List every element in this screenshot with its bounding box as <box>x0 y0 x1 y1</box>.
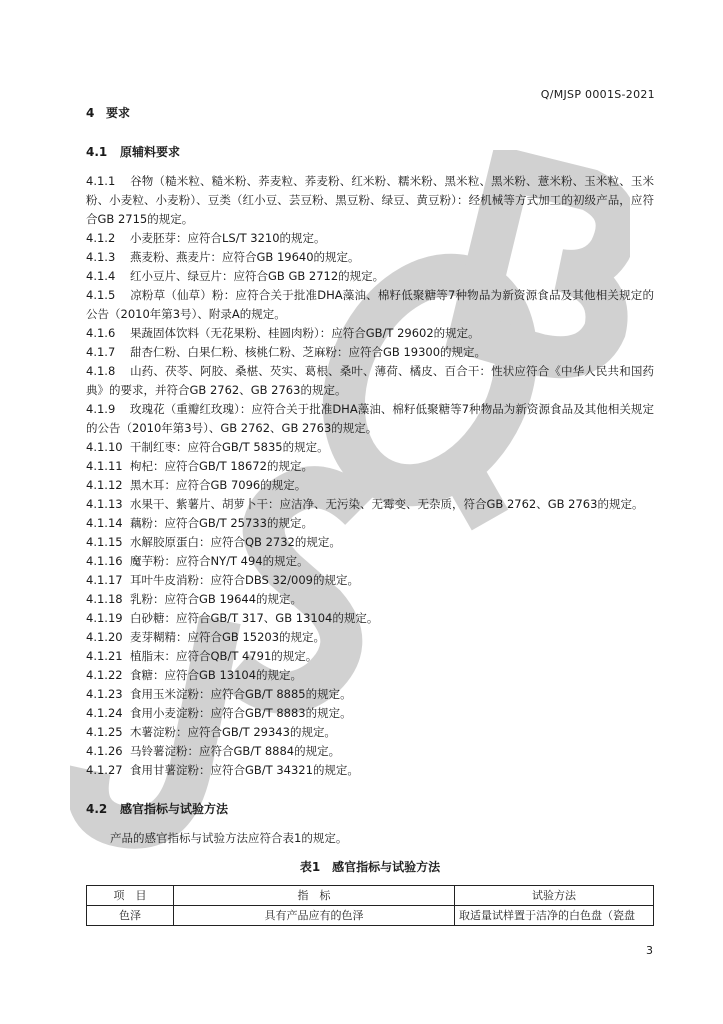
column-header-item: 项 目 <box>87 886 174 906</box>
requirement-item <box>86 495 654 514</box>
requirement-text: 玫瑰花（重瓣红玫瑰）：应符合关于批准DHA藻油、棉籽低聚糖等7种物品为新资源食品及其他相关规定的公告（2010年第3号）、GB 2762、GB 2763的规定。 <box>86 402 654 435</box>
requirement-item <box>86 362 654 400</box>
document-body <box>86 104 654 926</box>
requirement-number: 4.1.18 <box>86 592 123 606</box>
requirement-item <box>86 267 654 286</box>
table-cell: 色泽 <box>87 906 174 926</box>
requirement-text: 燕麦粉、燕麦片：应符合GB 19640的规定。 <box>130 250 360 264</box>
table-header-row <box>87 886 654 906</box>
requirement-text: 凉粉草（仙草）粉：应符合关于批准DHA藻油、棉籽低聚糖等7种物品为新资源食品及其他相关规定的公告（2010年第3号）、附录A的规定。 <box>86 288 654 321</box>
requirement-item <box>86 590 654 609</box>
requirement-text: 植脂末：应符合QB/T 4791的规定。 <box>130 649 318 663</box>
requirement-item <box>86 172 654 229</box>
requirement-item <box>86 400 654 438</box>
requirement-number: 4.1.9 <box>86 402 116 416</box>
table-caption: 表1 感官指标与试验方法 <box>299 860 441 874</box>
requirement-item <box>86 761 654 780</box>
requirement-text: 山药、茯苓、阿胶、桑椹、芡实、葛根、桑叶、薄荷、橘皮、百合干：性状应符合《中华人民共和国药典》的要求，并符合GB 2762、GB 2763的规定。 <box>86 364 654 397</box>
requirement-item <box>86 476 654 495</box>
requirement-text: 水解胶原蛋白：应符合QB 2732的规定。 <box>130 535 341 549</box>
requirement-number: 4.1.15 <box>86 535 123 549</box>
requirement-item <box>86 571 654 590</box>
requirement-text: 红小豆片、绿豆片：应符合GB GB 2712的规定。 <box>130 269 385 283</box>
requirement-number: 4.1.19 <box>86 611 123 625</box>
requirement-number: 4.1.21 <box>86 649 123 663</box>
section-4-2-heading: 4.2 感官指标与试验方法 <box>86 802 229 816</box>
requirement-number: 4.1.22 <box>86 668 123 682</box>
requirement-item <box>86 685 654 704</box>
requirement-text: 水果干、紫薯片、胡萝卜干：应洁净、无污染、无霉变、无杂质，符合GB 2762、GB 2763的规定。 <box>130 497 644 511</box>
requirement-item <box>86 552 654 571</box>
requirement-item <box>86 704 654 723</box>
requirement-text: 木薯淀粉：应符合GB/T 29343的规定。 <box>130 725 336 739</box>
requirement-item <box>86 533 654 552</box>
table-row <box>87 906 654 926</box>
requirement-number: 4.1.25 <box>86 725 123 739</box>
requirement-number: 4.1.3 <box>86 250 116 264</box>
requirement-number: 4.1.4 <box>86 269 116 283</box>
requirement-item <box>86 628 654 647</box>
requirement-item <box>86 286 654 324</box>
requirement-text: 黑木耳：应符合GB 7096的规定。 <box>130 478 307 492</box>
requirement-number: 4.1.17 <box>86 573 123 587</box>
requirement-text: 谷物（糙米粒、糙米粉、荞麦粒、荞麦粉、红米粉、糯米粉、黑米粒、黑米粉、薏米粉、玉米粒、玉米粉、小麦粒、小麦粉）、豆类（红小豆、芸豆粉、黑豆粉、绿豆、黄豆粉）：经机械等方式加工的初级产品，应符合GB 2715的规定。 <box>86 174 654 226</box>
requirement-item <box>86 343 654 362</box>
requirement-text: 枸杞：应符合GB/T 18672的规定。 <box>130 459 313 473</box>
requirement-number: 4.1.11 <box>86 459 123 473</box>
requirement-number: 4.1.13 <box>86 497 123 511</box>
requirement-item <box>86 514 654 533</box>
requirement-text: 耳叶牛皮消粉：应符合DBS 32/009的规定。 <box>130 573 359 587</box>
section-4-2-intro: 产品的感官指标与试验方法应符合表1的规定。 <box>110 831 348 845</box>
page-number: 3 <box>646 944 653 957</box>
requirement-text: 果蔬固体饮料（无花果粉、桂圆肉粉）：应符合GB/T 29602的规定。 <box>130 326 480 340</box>
section-4-1-heading: 4.1 原辅料要求 <box>86 145 181 159</box>
requirement-item <box>86 248 654 267</box>
column-header-method: 试验方法 <box>455 886 654 906</box>
requirement-text: 白砂糖：应符合GB/T 317、GB 13104的规定。 <box>130 611 379 625</box>
requirement-number: 4.1.16 <box>86 554 123 568</box>
requirement-number: 4.1.1 <box>86 174 116 188</box>
section-4-heading: 4 要求 <box>86 106 131 120</box>
requirement-number: 4.1.6 <box>86 326 116 340</box>
requirement-number: 4.1.23 <box>86 687 123 701</box>
table-cell: 具有产品应有的色泽 <box>174 906 455 926</box>
requirement-number: 4.1.24 <box>86 706 123 720</box>
table-cell: 取适量试样置于洁净的白色盘（瓷盘 <box>455 906 654 926</box>
requirement-number: 4.1.20 <box>86 630 123 644</box>
requirement-text: 食用甘薯淀粉：应符合GB/T 34321的规定。 <box>130 763 359 777</box>
requirement-item <box>86 438 654 457</box>
requirement-text: 乳粉：应符合GB 19644的规定。 <box>130 592 303 606</box>
requirement-item <box>86 647 654 666</box>
requirement-item <box>86 609 654 628</box>
requirement-number: 4.1.12 <box>86 478 123 492</box>
requirement-text: 食用玉米淀粉：应符合GB/T 8885的规定。 <box>130 687 352 701</box>
requirement-number: 4.1.10 <box>86 440 123 454</box>
requirement-item <box>86 723 654 742</box>
requirement-item <box>86 666 654 685</box>
requirement-number: 4.1.7 <box>86 345 116 359</box>
requirement-item <box>86 457 654 476</box>
requirement-number: 4.1.2 <box>86 231 116 245</box>
requirement-text: 魔芋粉：应符合NY/T 494的规定。 <box>130 554 309 568</box>
requirement-text: 麦芽糊精：应符合GB 15203的规定。 <box>130 630 326 644</box>
requirement-text: 食糖：应符合GB 13104的规定。 <box>130 668 303 682</box>
requirement-text: 甜杏仁粉、白果仁粉、核桃仁粉、芝麻粉：应符合GB 19300的规定。 <box>130 345 487 359</box>
document-code: Q/MJSP 0001S-2021 <box>540 88 655 101</box>
sensory-table <box>86 885 654 926</box>
requirement-text: 藕粉：应符合GB/T 25733的规定。 <box>130 516 313 530</box>
requirement-number: 4.1.27 <box>86 763 123 777</box>
requirement-number: 4.1.14 <box>86 516 123 530</box>
requirement-item <box>86 229 654 248</box>
requirement-list <box>86 172 654 780</box>
requirement-item <box>86 324 654 343</box>
requirement-number: 4.1.5 <box>86 288 116 302</box>
requirement-text: 食用小麦淀粉：应符合GB/T 8883的规定。 <box>130 706 352 720</box>
requirement-text: 干制红枣：应符合GB/T 5835的规定。 <box>130 440 329 454</box>
requirement-number: 4.1.26 <box>86 744 123 758</box>
requirement-text: 小麦胚芽：应符合LS/T 3210的规定。 <box>130 231 326 245</box>
column-header-indicator: 指 标 <box>174 886 455 906</box>
requirement-item <box>86 742 654 761</box>
requirement-text: 马铃薯淀粉：应符合GB/T 8884的规定。 <box>130 744 341 758</box>
requirement-number: 4.1.8 <box>86 364 116 378</box>
